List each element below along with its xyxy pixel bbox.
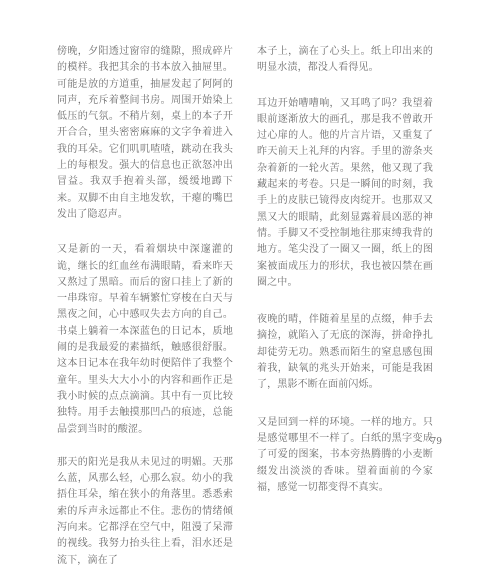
left-text-column — [57, 44, 233, 569]
right-text-column — [257, 44, 433, 496]
paragraph: 那天的阳光是我从未见过的明媚。天那么蓝，风那么轻，心那么寂。幼小的我捂住耳朵，缩在狭小的角落里。悉悉索索的斥声永远都止不住。悲伤的情绪倾泻向来。它都浮在空气中，阻漫了呆滞的视线。我努力抬头往上看，泪水还是流下，滴在了 — [57, 456, 233, 566]
paragraph: 耳边开始嘈嘈响，又耳鸣了吗？我望着眼前逐渐放大的画孔，那是我不曾敢开过心扉的人。他的片言片语，又重复了昨天前天上礼拜的内容。手里的游条夹杂着新的一轮火苦。果然，他又现了我藏起来的考卷。只是一瞬间的时刻，我手上的皮肤已镜得皮肉绽开。也那双又黑又大的眼睛，此刻显露着晨凶恶的神情。手脚又不受控制地往那束缚我背的地方。笔尖没了一圈又一圈，纸上的图案被面成压力的形状，我也被囚禁在画圈之中。 — [257, 97, 433, 288]
paragraph: 傍晚，夕阳透过窗帘的缝隙，照成碎片的模样。我把其余的书本放入抽屉里。可能是放的方道重，抽屉发起了阿阿的同声，充斥着整间书房。周围开始染上低压的气氛。不稍片刻，桌上的本子开开合合，里头密密麻麻的文字争着进入我的耳朵。它们叽叽喳喳，跳动在我头上的每根发。强大的信息也正欲怒冲出冒益。我双手抱着头部，缓缓地蹲下来。双脚不由自主地发软，干瘪的嘴巴发出了隐忍声。 — [57, 46, 233, 220]
paragraph: 又是新的一天，看着烟块中深邃灌的诡，继长的红血丝布满眼睛，看来昨天又熬过了黑暗。而后的窗口挂上了新的一串珠帘。早着车辆繁忙穿梭在白天与黑夜之间，心中感叹失去方向的自己。书桌上躺着一本深蓝色的日记本，质地闹的是我最爱的素描纸，触感很舒服。这本日记本在我年幼时便陪伴了我整个童年。里头大大小小的内容和画作正是我小时候的点点滴滴。其中有一页比较独特。用手去触摸那凹凸的痕迹，总能品尝到当时的酸涩。 — [57, 244, 233, 435]
paragraph: 又是回到一样的环境。一样的地方。只是感觉哪里不一样了。白纸的黑字变成了可爱的图案，书本旁热腾腾的小麦断缀发出淡淡的香味。望着面前的今家福，感觉一切都变得不真实。 — [257, 416, 433, 493]
paragraph: 夜晚的晴，伴随着星星的点缀，伸手去摘捡，就陷入了无底的深海，拼命挣扎却徒劳无功。熟悉而陌生的窒息感包围着我，缺氧的兆头开始来，可能是我困了，黑影不断在面前闪烁。 — [257, 314, 433, 391]
paragraph: 本子上，滴在了心头上。纸上印出来的明显水渍，都没人看得见。 — [257, 46, 433, 74]
page-number: 79 — [430, 437, 442, 447]
